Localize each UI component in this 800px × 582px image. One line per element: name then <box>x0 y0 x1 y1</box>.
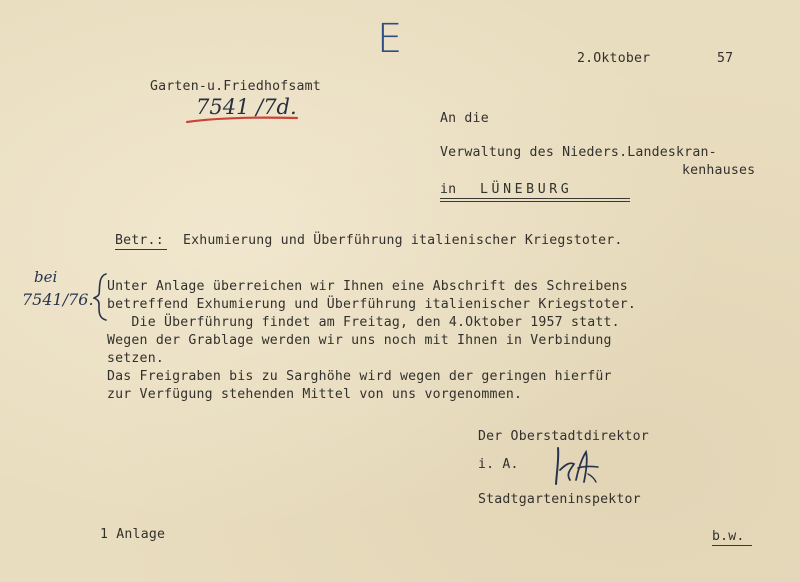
body-line-7: zur Verfügung stehenden Mittel von uns vorgenommen. <box>107 387 523 402</box>
recipient-city-prefix: in <box>440 182 457 197</box>
margin-note-line-1: bei <box>34 268 58 286</box>
recipient-city: LÜNEBURG <box>480 182 573 197</box>
handwritten-file-reference: 7541 /7d. <box>196 95 297 119</box>
subject-text: Exhumierung und Überführung italienischer Kriegstoter. <box>183 233 623 248</box>
body-line-2: betreffend Exhumierung und Überführung italienischer Kriegstoter. <box>107 297 637 312</box>
red-underline-mark <box>185 114 300 126</box>
subject-label-underline <box>115 249 167 250</box>
recipient-underline-1 <box>440 198 630 199</box>
recipient-line-1: An die <box>440 111 489 126</box>
body-line-1: Unter Anlage überreichen wir Ihnen eine Abschrift des Schreibens <box>107 279 628 294</box>
turn-over-underline <box>712 545 752 546</box>
body-line-5: setzen. <box>107 351 164 366</box>
recipient-line-2: Verwaltung des Nieders.Landeskran- <box>440 145 717 160</box>
letter-date: 2.Oktober <box>577 51 651 66</box>
body-line-4: Wegen der Grablage werden wir uns noch mit Ihnen in Verbindung <box>107 333 612 348</box>
enclosure-note: 1 Anlage <box>100 527 166 542</box>
turn-over-note: b.w. <box>712 529 745 544</box>
margin-note-line-2: 7541/76. <box>22 290 94 309</box>
handwritten-signature <box>548 440 606 490</box>
signature-title: Stadtgarteninspektor <box>478 492 641 507</box>
body-line-6: Das Freigraben bis zu Sarghöhe wird wegen der geringen hierfür <box>107 369 612 384</box>
recipient-line-3: kenhauses <box>682 163 756 178</box>
handwritten-e-mark: E <box>377 16 403 62</box>
letter-year: 57 <box>717 51 734 66</box>
subject-label: Betr.: <box>115 233 164 248</box>
sender-office: Garten-u.Friedhofsamt <box>150 79 321 94</box>
recipient-underline-2 <box>440 201 630 202</box>
signature-office: Der Oberstadtdirektor <box>478 429 649 444</box>
signature-ia: i. A. <box>478 457 519 472</box>
body-line-3: Die Überführung findet am Freitag, den 4.Oktober 1957 statt. <box>107 315 620 330</box>
